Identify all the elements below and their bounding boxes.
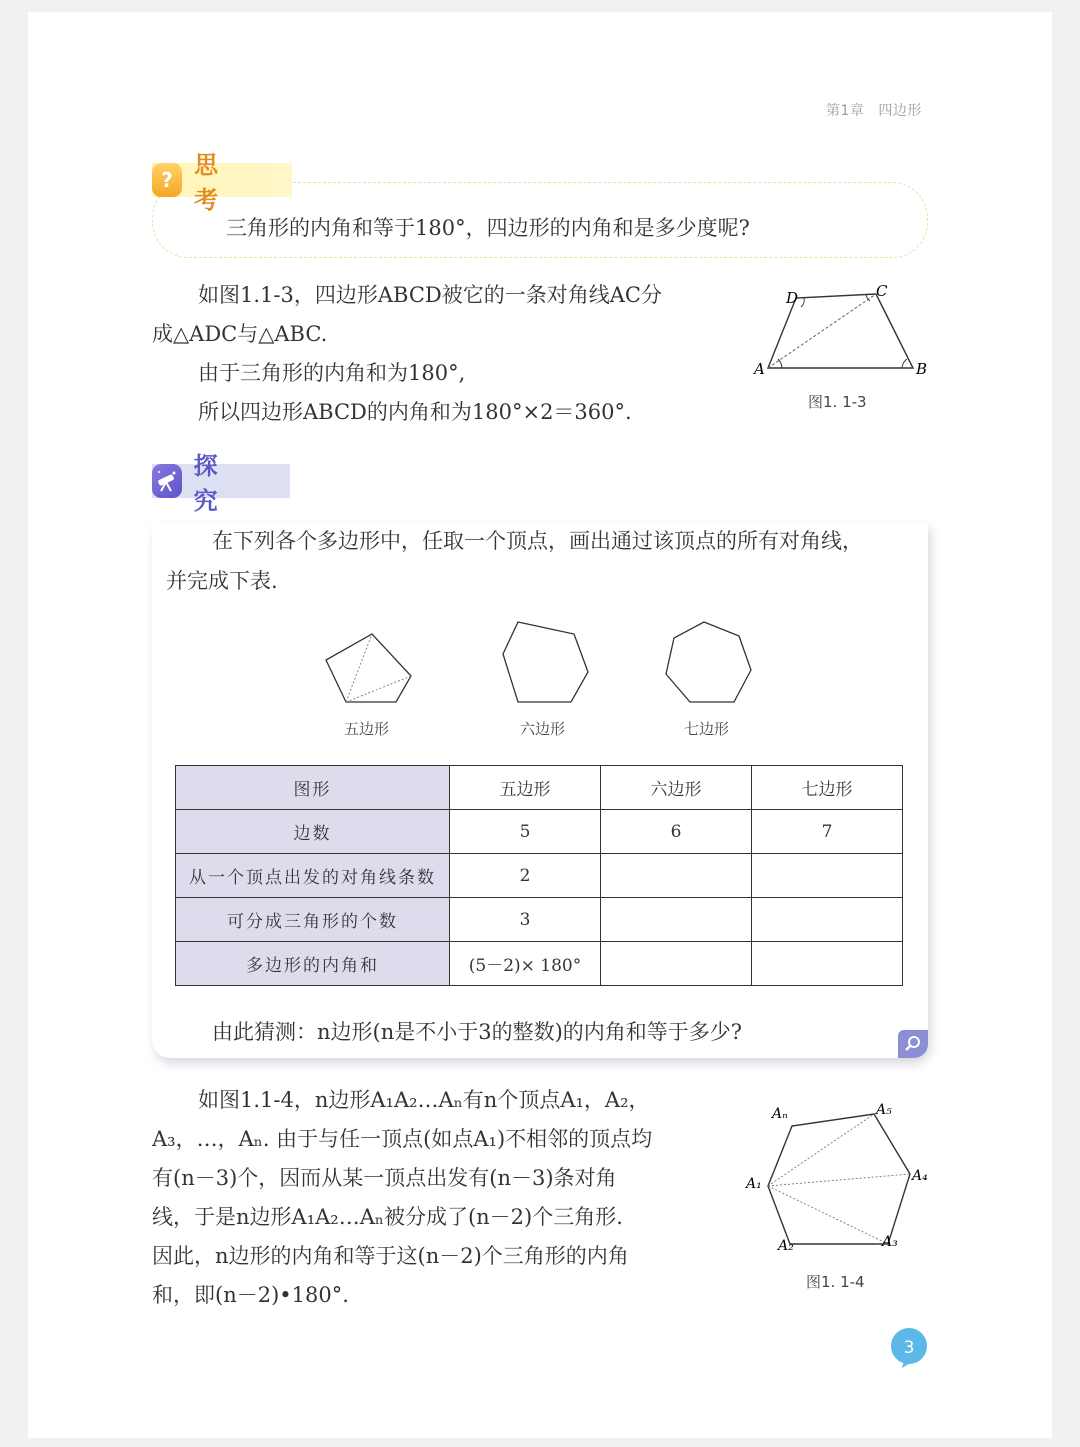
explore-intro-line1: 在下列各个多边形中，任取一个顶点，画出通过该顶点的所有对角线，	[212, 529, 863, 553]
table-cell: 六边形	[601, 766, 752, 810]
conjecture-question: 由此猜测：n边形(n是不小于3的整数)的内角和等于多少?	[212, 1020, 743, 1044]
label-a2: A₂	[778, 1238, 794, 1254]
label-b: B	[916, 360, 928, 378]
hexagon-figure	[498, 614, 594, 710]
table-cell: 6	[601, 810, 752, 854]
label-a5: A₅	[876, 1102, 892, 1118]
heptagon-figure	[660, 618, 756, 708]
table-cell: 从一个顶点出发的对角线条数	[176, 854, 450, 898]
label-an: Aₙ	[772, 1106, 788, 1122]
chapter-number: 第1章	[826, 103, 865, 119]
label-a3: A₃	[882, 1234, 898, 1250]
para2-line5: 因此，n边形的内角和等于这(n－2)个三角形的内角	[152, 1244, 629, 1268]
explore-heading	[152, 452, 290, 515]
diagonal-ac	[768, 294, 876, 368]
table-row	[176, 766, 903, 810]
label-d: D	[786, 289, 799, 307]
table-row	[176, 898, 903, 942]
pentagon-figure	[320, 628, 420, 708]
think-heading	[152, 151, 292, 214]
table-cell: 7	[752, 810, 903, 854]
table-row	[176, 942, 903, 986]
table-cell: 3	[450, 898, 601, 942]
figure-1-1-3	[748, 280, 938, 380]
table-cell: (5－2)× 180°	[450, 942, 601, 986]
chapter-title: 四边形	[878, 103, 922, 119]
para1-line3: 由于三角形的内角和为180°,	[198, 361, 466, 385]
table-cell: 2	[450, 854, 601, 898]
label-a1: A₁	[746, 1176, 762, 1192]
think-question: 三角形的内角和等于180°，四边形的内角和是多少度呢?	[226, 216, 750, 240]
telescope-icon	[152, 464, 182, 498]
table-cell	[601, 898, 752, 942]
para2-line2: A₃，…，Aₙ. 由于与任一顶点(如点A₁)不相邻的顶点均	[152, 1127, 653, 1151]
page-number-badge	[888, 1327, 930, 1369]
lightbulb-icon: ?	[152, 163, 182, 197]
para2-line4: 线，于是n边形A₁A₂…Aₙ被分成了(n－2)个三角形.	[152, 1205, 623, 1229]
table-cell: 边数	[176, 810, 450, 854]
table-cell	[601, 854, 752, 898]
figure-1-1-4-caption: 图1. 1-4	[806, 1273, 865, 1291]
para2-line3: 有(n－3)个，因而从某一顶点出发有(n－3)条对角	[152, 1166, 617, 1190]
n-gon	[768, 1114, 910, 1244]
table-cell: 七边形	[752, 766, 903, 810]
polygon-table	[175, 765, 903, 986]
hexagon-label: 六边形	[520, 720, 566, 738]
explore-intro-line2: 并完成下表.	[166, 569, 278, 593]
label-a: A	[754, 360, 765, 378]
table-cell: 5	[450, 810, 601, 854]
table-row	[176, 854, 903, 898]
search-icon	[898, 1030, 928, 1058]
table-cell	[601, 942, 752, 986]
para1-line2: 成△ADC与△ABC.	[152, 322, 328, 346]
figure-1-1-4	[744, 1098, 940, 1258]
table-cell	[752, 942, 903, 986]
table-cell: 多边形的内角和	[176, 942, 450, 986]
table-cell: 可分成三角形的个数	[176, 898, 450, 942]
explore-title: 探 究	[193, 452, 236, 515]
para2-line6: 和，即(n－2)•180°.	[152, 1283, 349, 1307]
table-cell	[752, 898, 903, 942]
label-c: C	[876, 282, 888, 300]
table-row	[176, 810, 903, 854]
table-cell: 图形	[176, 766, 450, 810]
figure-1-1-3-caption: 图1. 1-3	[808, 393, 867, 411]
para1-line4: 所以四边形ABCD的内角和为180°×2＝360°.	[198, 400, 632, 424]
table-cell: 五边形	[450, 766, 601, 810]
pentagon-label: 五边形	[344, 720, 390, 738]
para1-line1: 如图1.1-3，四边形ABCD被它的一条对角线AC分	[198, 283, 662, 307]
label-a4: A₄	[912, 1168, 928, 1184]
heptagon-label: 七边形	[684, 720, 730, 738]
page-number: 3	[903, 1338, 915, 1358]
think-title: 思 考	[194, 151, 237, 214]
running-header	[826, 100, 922, 120]
table-cell	[752, 854, 903, 898]
para2-line1: 如图1.1-4，n边形A₁A₂…Aₙ有n个顶点A₁，A₂，	[198, 1088, 650, 1112]
